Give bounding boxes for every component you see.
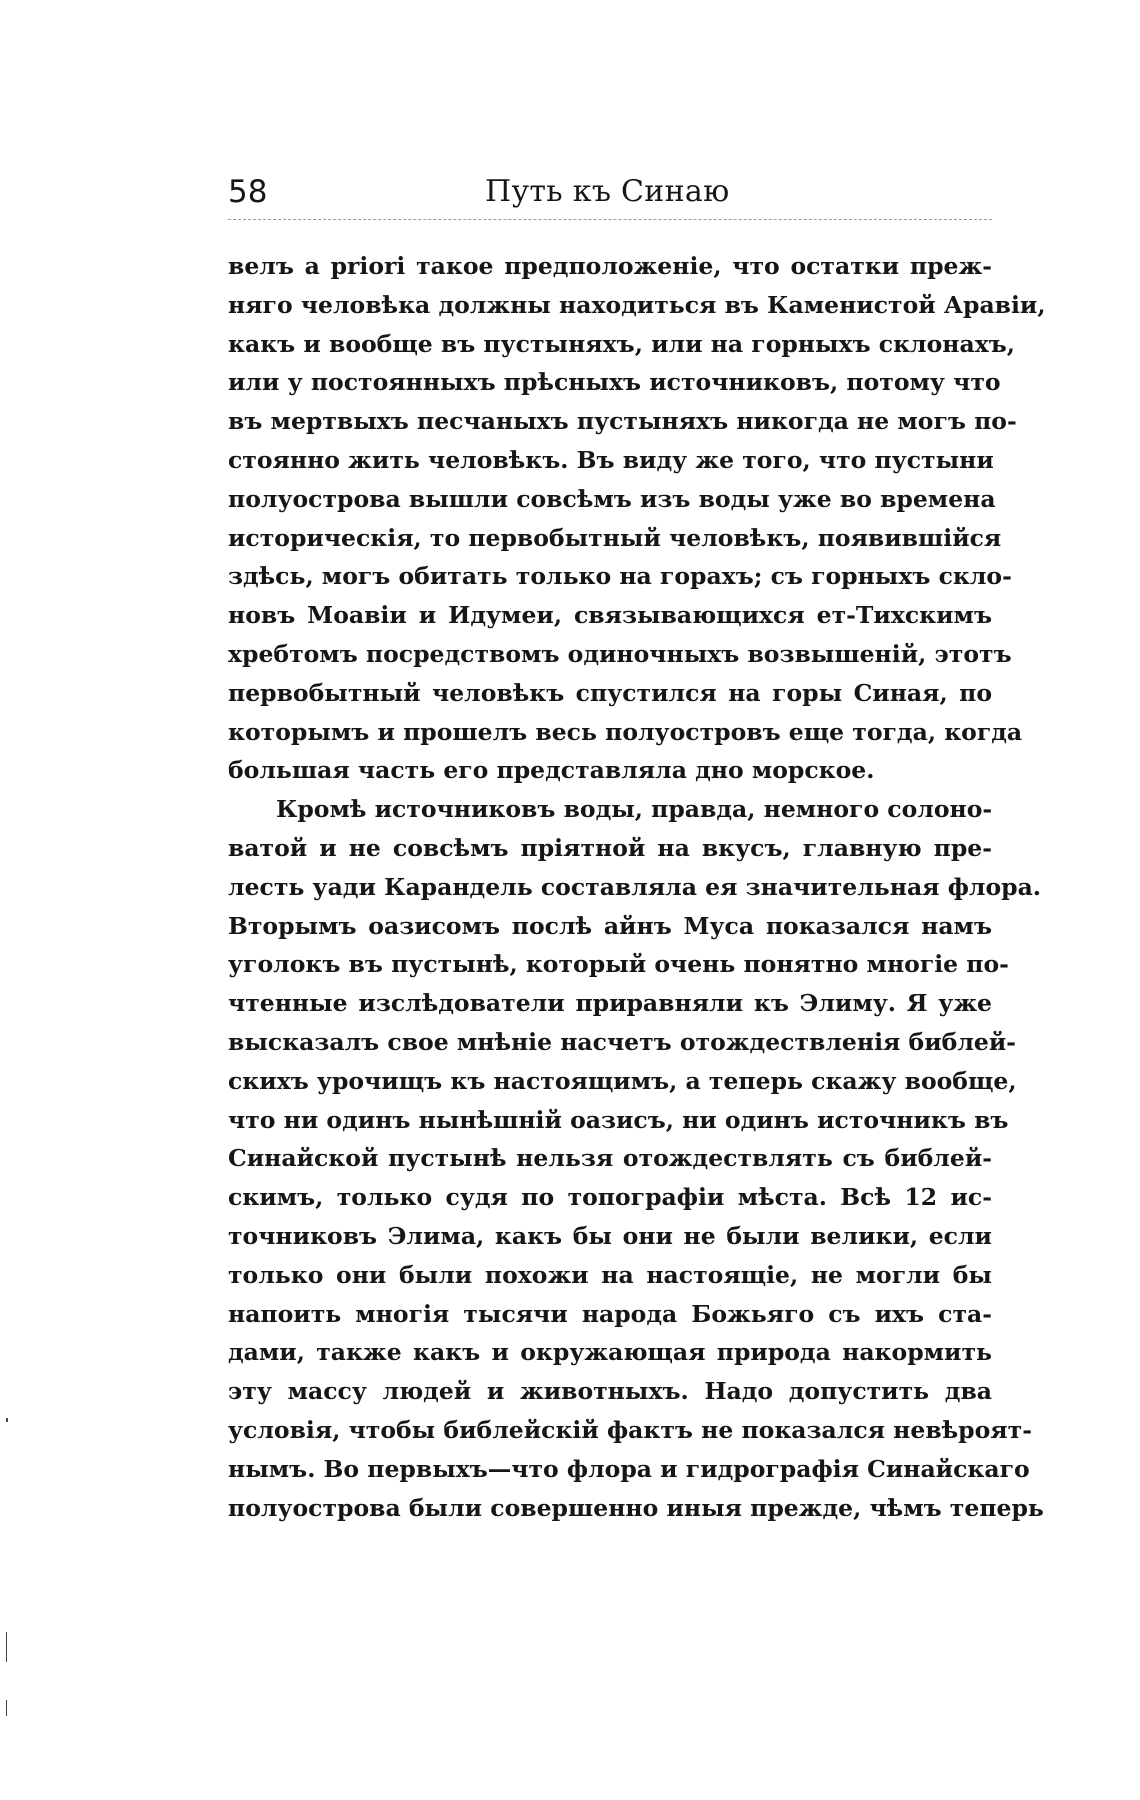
text-line: высказалъ свое мнѣніе насчетъ отождествленія библей- (228, 1027, 1017, 1056)
body-text (228, 247, 1046, 1527)
text-line: что ни одинъ нынѣшній оазисъ, ни одинъ источникъ въ (228, 1105, 1009, 1134)
text-line: какъ и вообще въ пустыняхъ, или на горныхъ склонахъ, (228, 329, 1015, 358)
text-line: только они были похожи на настоящіе, не могли бы (228, 1260, 992, 1289)
text-line: точниковъ Элима, какъ бы они не были велики, если (228, 1221, 992, 1250)
scan-margin-mark (6, 1632, 7, 1662)
text-line: нымъ. Во первыхъ—что флора и гидрографія Синайскаго (228, 1454, 1030, 1483)
text-line: которымъ и прошелъ весь полуостровъ еще тогда, когда (228, 717, 1023, 746)
text-line: скимъ, только судя по топографіи мѣста. Всѣ 12 ис- (228, 1183, 992, 1212)
text-line: хребтомъ посредствомъ одиночныхъ возвышеній, этотъ (228, 639, 1012, 668)
text-line: скихъ урочищъ къ настоящимъ, а теперь скажу вообще, (228, 1066, 1017, 1095)
text-line: полуострова вышли совсѣмъ изъ воды уже во времена (228, 484, 996, 513)
text-line: новъ Моавіи и Идумеи, связывающихся ет-Тихскимъ (228, 601, 992, 630)
page-header (228, 170, 992, 220)
text-line: здѣсь, могъ обитать только на горахъ; съ горныхъ скло- (228, 562, 1012, 591)
scan-margin-mark (6, 1418, 8, 1422)
text-line: лесть уади Карандель составляла ея значительная флора. (228, 872, 1041, 901)
header-rule (228, 219, 992, 220)
text-line: историческія, то первобытный человѣкъ, появившійся (228, 523, 1002, 552)
text-line: Синайской пустынѣ нельзя отождествлять съ библей- (228, 1144, 992, 1173)
text-line: Кромѣ источниковъ воды, правда, немного солоно- (276, 795, 993, 824)
text-line: велъ а priori такое предположеніе, что остатки преж- (228, 252, 992, 280)
text-line: дами, также какъ и окружающая природа накормить (228, 1338, 992, 1367)
text-line: первобытный человѣкъ спустился на горы Синая, по (228, 678, 992, 707)
text-line: няго человѣка должны находиться въ Каменистой Аравіи, (228, 290, 1046, 319)
text-line: въ мертвыхъ песчаныхъ пустыняхъ никогда не могъ по- (228, 407, 1017, 436)
text-line: или у постоянныхъ прѣсныхъ источниковъ, потому что (228, 368, 1001, 397)
text-line: напоить многія тысячи народа Божьяго съ ихъ ста- (228, 1299, 992, 1328)
scan-margin-mark (6, 1700, 7, 1716)
text-line: условія, чтобы библейскій фактъ не показался невѣроят- (228, 1415, 1032, 1444)
page-number: 58 (228, 174, 268, 210)
text-line: ватой и не совсѣмъ пріятной на вкусъ, главную пре- (228, 833, 992, 862)
running-title: Путь къ Синаю (485, 174, 730, 209)
text-line: Вторымъ оазисомъ послѣ айнъ Муса показался намъ (228, 911, 992, 940)
text-line: эту массу людей и животныхъ. Надо допустить два (228, 1377, 992, 1406)
text-line: полуострова были совершенно иныя прежде, чѣмъ теперь (228, 1493, 1044, 1522)
text-line: большая часть его представляла дно морское. (228, 756, 875, 785)
text-line: чтенные изслѣдователи приравняли къ Элиму. Я уже (228, 989, 992, 1018)
text-line: стоянно жить человѣкъ. Въ виду же того, что пустыни (228, 445, 994, 474)
text-line: уголокъ въ пустынѣ, который очень понятно многіе по- (228, 950, 1009, 979)
